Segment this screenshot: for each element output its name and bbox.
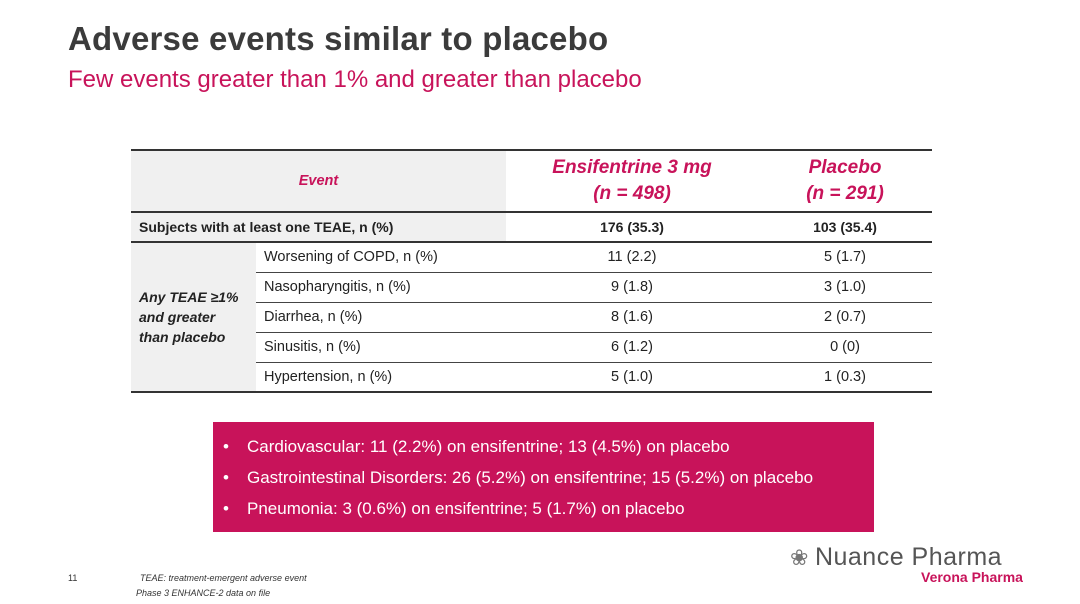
header-placebo-n: (n = 291) bbox=[806, 183, 884, 204]
slide-title: Adverse events similar to placebo bbox=[68, 20, 609, 57]
event-ensifentrine: 11 (2.2) bbox=[506, 242, 758, 272]
event-name: Diarrhea, n (%) bbox=[256, 302, 506, 332]
event-ensifentrine: 8 (1.6) bbox=[506, 302, 758, 332]
adverse-events-table bbox=[131, 149, 932, 393]
highlights-box bbox=[213, 422, 874, 532]
header-ensifentrine-name: Ensifentrine 3 mg bbox=[552, 157, 712, 178]
table-row bbox=[131, 242, 932, 272]
total-teae-label: Subjects with at least one TEAE, n (%) bbox=[131, 212, 506, 242]
highlights-list bbox=[213, 431, 874, 524]
event-ensifentrine: 5 (1.0) bbox=[506, 362, 758, 392]
event-name: Hypertension, n (%) bbox=[256, 362, 506, 392]
bullet: • bbox=[223, 468, 229, 487]
watermark-text: Nuance Pharma bbox=[814, 543, 1003, 571]
list-item bbox=[213, 431, 874, 462]
event-name: Worsening of COPD, n (%) bbox=[256, 242, 506, 272]
event-name: Sinusitis, n (%) bbox=[256, 332, 506, 362]
footnote: TEAE: treatment-emergent adverse event bbox=[140, 573, 307, 583]
total-teae-ensifentrine: 176 (35.3) bbox=[506, 212, 758, 242]
bullet: • bbox=[223, 499, 229, 518]
header-ensifentrine-n: (n = 498) bbox=[593, 183, 671, 204]
header-placebo-name: Placebo bbox=[808, 157, 882, 178]
highlight-text: Gastrointestinal Disorders: 26 (5.2%) on ensifentrine; 15 (5.2%) on placebo bbox=[247, 468, 814, 487]
event-placebo: 5 (1.7) bbox=[758, 242, 932, 272]
wechat-icon: ❀ bbox=[790, 545, 809, 570]
watermark bbox=[790, 543, 1002, 572]
event-placebo: 2 (0.7) bbox=[758, 302, 932, 332]
total-teae-row bbox=[131, 212, 932, 242]
highlight-text: Cardiovascular: 11 (2.2%) on ensifentrine; 13 (4.5%) on placebo bbox=[247, 437, 730, 456]
total-teae-placebo: 103 (35.4) bbox=[758, 212, 932, 242]
bullet: • bbox=[223, 437, 229, 456]
event-name: Nasopharyngitis, n (%) bbox=[256, 272, 506, 302]
table-header-row bbox=[131, 150, 932, 212]
source-note: Phase 3 ENHANCE-2 data on file bbox=[136, 588, 271, 598]
header-event: Event bbox=[131, 150, 506, 212]
event-placebo: 0 (0) bbox=[758, 332, 932, 362]
list-item bbox=[213, 462, 874, 493]
header-placebo bbox=[758, 150, 932, 212]
highlight-text: Pneumonia: 3 (0.6%) on ensifentrine; 5 (1.7%) on placebo bbox=[247, 499, 685, 518]
slide-subtitle: Few events greater than 1% and greater than placebo bbox=[68, 66, 642, 93]
group-label: Any TEAE ≥1% and greater than placebo bbox=[131, 242, 256, 392]
event-ensifentrine: 9 (1.8) bbox=[506, 272, 758, 302]
event-placebo: 1 (0.3) bbox=[758, 362, 932, 392]
event-placebo: 3 (1.0) bbox=[758, 272, 932, 302]
brand-logo: Verona Pharma bbox=[921, 569, 1023, 585]
page-number: 11 bbox=[68, 573, 78, 583]
event-ensifentrine: 6 (1.2) bbox=[506, 332, 758, 362]
list-item bbox=[213, 493, 874, 524]
header-ensifentrine bbox=[506, 150, 758, 212]
